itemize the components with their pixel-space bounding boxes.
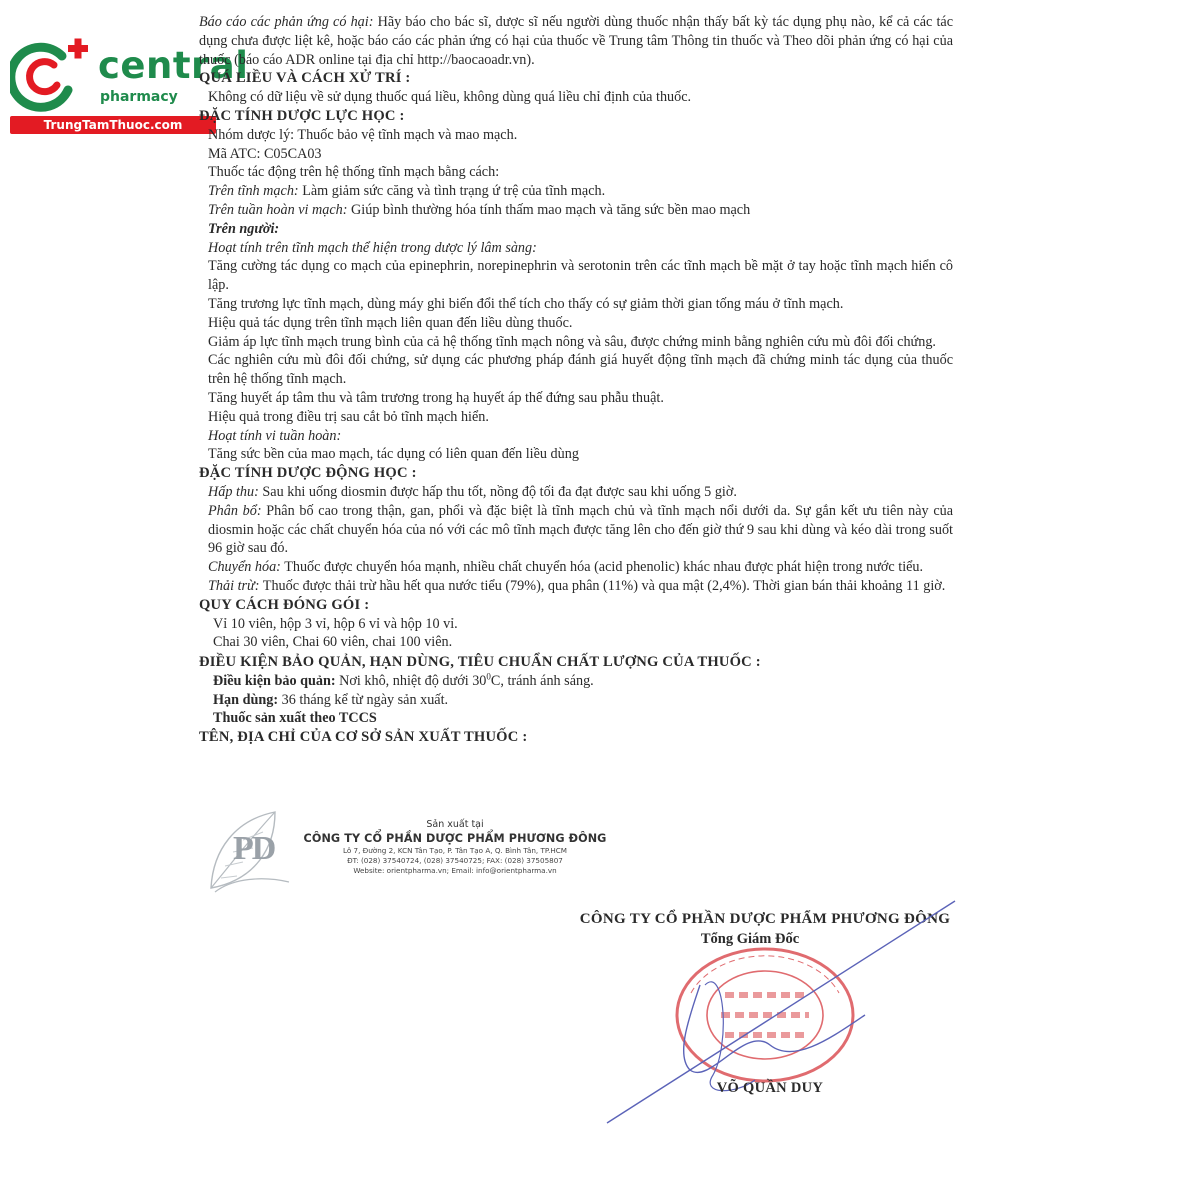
vein-effect bbox=[199, 182, 953, 201]
degree-sup: 0 bbox=[486, 671, 491, 682]
overdose-heading: QUÁ LIỀU VÀ CÁCH XỬ TRÍ : bbox=[199, 70, 411, 87]
shelf-life-text: 36 tháng kể từ ngày sản xuất. bbox=[281, 691, 449, 708]
manufacturer-text bbox=[295, 818, 615, 876]
micro-activity-label: Hoạt tính vi tuần hoàn: bbox=[208, 427, 342, 444]
signature-company: CÔNG TY CỔ PHẦN DƯỢC PHẨM PHƯƠNG ĐÔNG bbox=[579, 911, 951, 927]
distribution-label: Phân bổ: bbox=[208, 502, 262, 519]
shelf-life-label: Hạn dùng: bbox=[213, 691, 279, 708]
signature-name: VÕ QUẦN DUY bbox=[716, 1080, 824, 1096]
excretion-text: Thuốc được thải trừ hầu hết qua nước tiểu (79%), qua phân (11%) và qua mật (2,4%). Thời gian bán thải khoảng 11 giờ. bbox=[262, 577, 946, 594]
manufacturer-phone: ĐT: (028) 37540724, (028) 37540725; FAX: (028) 37505807 bbox=[347, 856, 563, 865]
pharmacologic-group: Nhóm dược lý: Thuốc bảo vệ tĩnh mạch và mao mạch. bbox=[208, 126, 518, 143]
signature-title: Tổng Giám Đốc bbox=[700, 931, 800, 947]
logo-url-banner[interactable]: TrungTamThuoc.com bbox=[10, 116, 216, 134]
storage-heading: ĐIỀU KIỆN BẢO QUẢN, HẠN DÙNG, TIÊU CHUẨN CHẤT LƯỢNG CỦA THUỐC : bbox=[199, 654, 761, 671]
shelf-life bbox=[199, 691, 953, 710]
vein-text: Làm giảm sức căng và tình trạng ứ trệ của tĩnh mạch. bbox=[302, 183, 606, 200]
metabolism-text: Thuốc được chuyển hóa mạnh, nhiều chất chuyển hóa (acid phenolic) khác nhau được phát hiện trong nước tiểu. bbox=[284, 559, 924, 576]
logo-subtitle: pharmacy bbox=[100, 89, 178, 105]
adr-paragraph bbox=[199, 13, 953, 69]
clinical-item: Giảm áp lực tĩnh mạch trung bình của cả hệ thống tĩnh mạch nông và sâu, được chứng minh bằng nghiên cứu mù đôi đối chứng. bbox=[208, 333, 936, 350]
pd-logo-text: PD bbox=[233, 830, 275, 867]
distribution-text: Phân bố cao trong thận, gan, phổi và đặc biệt là tĩnh mạch chủ và tĩnh mạch nổi dưới da. Sự gắn kết ưu tiên này của diosmin hoặc các chất chuyển hóa của nó với các mô tĩnh mạch được tăng lên cho đến giờ thứ 9 sau khi dùng và kéo dài trong suốt 96 giờ sau đó. bbox=[208, 502, 954, 557]
clinical-item: Tăng huyết áp tâm thu và tâm trương trong hạ huyết áp thế đứng sau phẫu thuật. bbox=[208, 389, 664, 406]
logo-name: central bbox=[98, 44, 249, 87]
central-pharmacy-logo bbox=[10, 38, 249, 138]
excretion-paragraph bbox=[199, 577, 953, 596]
microcirculation-effect bbox=[199, 201, 953, 220]
storage-condition-label: Điều kiện bảo quản: bbox=[213, 672, 336, 689]
absorption-label: Hấp thu: bbox=[208, 483, 259, 500]
packaging-heading: QUY CÁCH ĐÓNG GÓI : bbox=[199, 596, 370, 613]
adr-label: Báo cáo các phản ứng có hại: bbox=[199, 14, 374, 30]
manufacturer-address: Lô 7, Đường 2, KCN Tân Tạo, P. Tân Tạo A, Q. Bình Tân, TP.HCM bbox=[342, 846, 567, 855]
manufacturer-block bbox=[203, 808, 623, 900]
pharmacokinetics-heading: ĐẶC TÍNH DƯỢC ĐỘNG HỌC : bbox=[199, 465, 417, 482]
pharmacy-cross-icon bbox=[10, 38, 94, 114]
manufacturer-web: Website: orientpharma.vn; Email: info@orientpharma.vn bbox=[353, 866, 557, 875]
made-at: Sản xuất tại bbox=[426, 819, 484, 830]
document-body bbox=[199, 13, 953, 747]
vein-label: Trên tĩnh mạch: bbox=[208, 183, 299, 200]
overdose-text: Không có dữ liệu về sử dụng thuốc quá liều, không dùng quá liều chỉ định của thuốc. bbox=[208, 89, 692, 106]
action-intro: Thuốc tác động trên hệ thống tĩnh mạch bằng cách: bbox=[208, 164, 500, 181]
atc-code: Mã ATC: C05CA03 bbox=[208, 145, 322, 162]
signature-icon bbox=[595, 895, 965, 1135]
clinical-item: Hiệu quả trong điều trị sau cắt bỏ tĩnh mạch hiển. bbox=[208, 408, 489, 425]
micro-activity-text: Tăng sức bền của mao mạch, tác dụng có liên quan đến liều dùng bbox=[208, 446, 579, 463]
storage-condition-text-a: Nơi khô, nhiệt độ dưới 30 bbox=[339, 672, 487, 689]
adr-text: Hãy báo cho bác sĩ, dược sĩ nếu người dùng thuốc nhận thấy bất kỳ tác dụng phụ nào, kể cả các tác dụng chưa được liệt kê, hoặc báo cáo các phản ứng có hại của thuốc về Trung tâm Thông tin thuốc và Theo dõi phản ứng có hại của thuốc (báo cáo ADR online tại địa chỉ http://baocaoadr.vn). bbox=[199, 14, 954, 68]
excretion-label: Thải trừ: bbox=[208, 577, 260, 594]
manufacturer-company: CÔNG TY CỔ PHẦN DƯỢC PHẨM PHƯƠNG ĐÔNG bbox=[303, 832, 607, 845]
clinical-item: Tăng cường tác dụng co mạch của epinephrin, norepinephrin và serotonin trên các tĩnh mạch bề mặt ở tay hoặc tĩnh mạch hiển cô lập. bbox=[208, 258, 953, 294]
human-label: Trên người: bbox=[208, 220, 280, 237]
clinical-item: Các nghiên cứu mù đôi đối chứng, sử dụng các phương pháp đánh giá huyết động tĩnh mạch đã chứng minh tác dụng của thuốc trên hệ thống tĩnh mạch. bbox=[208, 352, 953, 388]
manufacturer-heading: TÊN, ĐỊA CHỈ CỦA CƠ SỞ SẢN XUẤT THUỐC : bbox=[199, 729, 528, 746]
microcirculation-label: Trên tuần hoàn vi mạch: bbox=[208, 201, 348, 218]
microcirculation-text: Giúp bình thường hóa tính thấm mao mạch và tăng sức bền mao mạch bbox=[351, 201, 751, 218]
clinical-item: Hiệu quả tác dụng trên tĩnh mạch liên quan đến liều dùng thuốc. bbox=[208, 314, 573, 331]
quality-standard: Thuốc sản xuất theo TCCS bbox=[213, 710, 377, 727]
metabolism-paragraph bbox=[199, 558, 953, 577]
absorption-text: Sau khi uống diosmin được hấp thu tốt, nồng độ tối đa đạt được sau khi uống 5 giờ. bbox=[262, 483, 737, 500]
packaging-bottle: Chai 30 viên, Chai 60 viên, chai 100 viên. bbox=[213, 634, 453, 651]
distribution-paragraph bbox=[199, 502, 953, 558]
metabolism-label: Chuyển hóa: bbox=[208, 559, 281, 576]
absorption-paragraph bbox=[199, 483, 953, 502]
clinical-item: Tăng trương lực tĩnh mạch, dùng máy ghi biến đổi thể tích cho thấy có sự giảm thời gian tống máu ở tĩnh mạch. bbox=[208, 295, 844, 312]
packaging-blister: Vỉ 10 viên, hộp 3 vỉ, hộp 6 vỉ và hộp 10 vỉ. bbox=[213, 615, 458, 632]
clinical-activity-label: Hoạt tính trên tĩnh mạch thể hiện trong dược lý lâm sàng: bbox=[208, 239, 537, 256]
pharmacodynamics-heading: ĐẶC TÍNH DƯỢC LỰC HỌC : bbox=[199, 107, 405, 124]
storage-condition bbox=[199, 672, 953, 691]
storage-condition-text-b: C, tránh ánh sáng. bbox=[490, 672, 594, 689]
